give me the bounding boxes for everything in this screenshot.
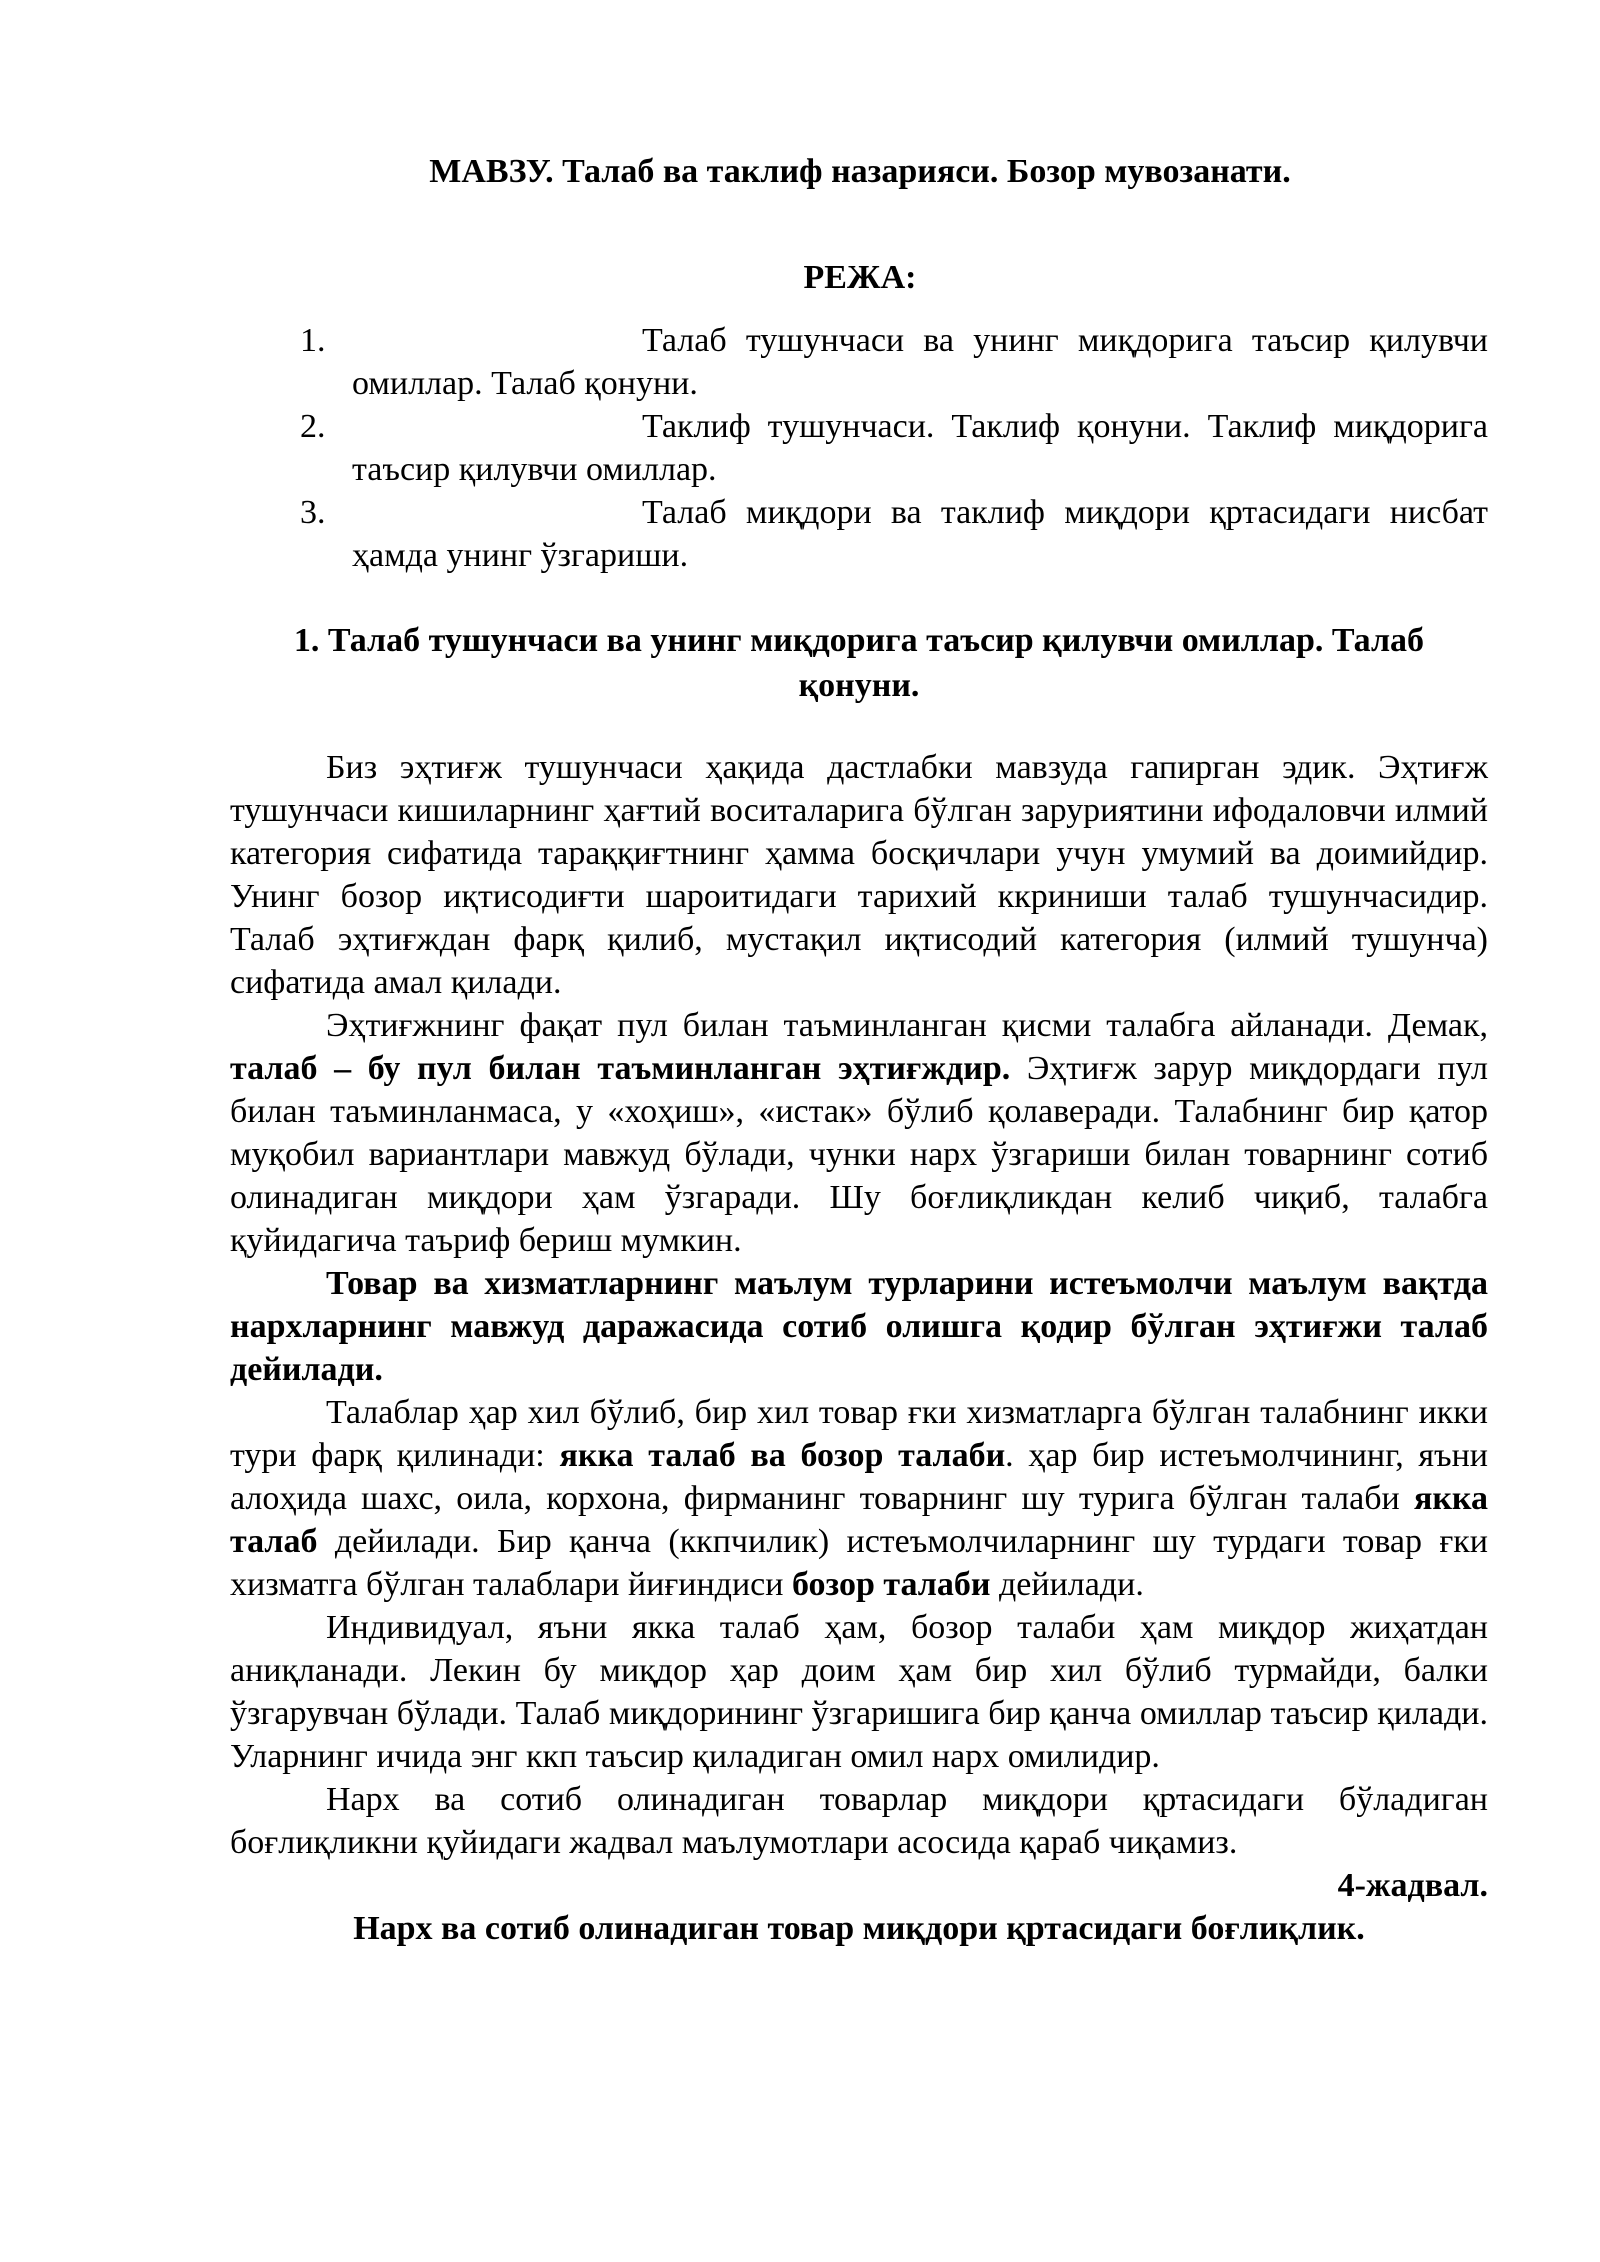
- paragraph-4-text-e: дейилади. Бир қанча (ккпчилик) истеъмолчиларнинг шу турдаги товар ғки хизматга бўлган талаблари йиғиндиси: [230, 1523, 1488, 1603]
- plan-heading: РЕЖА:: [803, 259, 917, 296]
- paragraph-1: Биз эҳтиғж тушунчаси ҳақида дастлабки мавзуда гапирган эдик. Эҳтиғж тушунчаси кишиларнинг ҳағтий воситаларига бўлган заруриятини ифодаловчи илмий категория сифатида тараққиғтнинг ҳамма босқичлари учун умумий ва доимийдир. Унинг бозор иқтисодиғти шароитидаги тарихий ккриниши талаб тушунчасидир. Талаб эҳтиғждан фарқ қилиб, мустақил иқтисодий категория (илмий тушунча) сифатида амал қилади.: [230, 749, 1488, 1001]
- plan-item-text: Талаб тушунчаси ва унинг миқдорига таъсир қилувчи омиллар. Талаб қонуни.: [352, 322, 1488, 402]
- plan-item-number: 1.: [300, 322, 326, 359]
- paragraph-5: Индивидуал, яъни якка талаб ҳам, бозор талаби ҳам миқдор жиҳатдан аниқланади. Лекин бу миқдор ҳар доим ҳам бир хил бўлиб турмайди, балки ўзгарувчан бўлади. Талаб миқдорининг ўзгаришига бир қанча омиллар таъсир қилади. Уларнинг ичида энг ккп таъсир қиладиган омил нарх омилидир.: [230, 1609, 1488, 1775]
- paragraph-2-text-a: Эҳтиғжнинг фақат пул билан таъминланган қисми талабга айланади. Демак,: [326, 1007, 1488, 1044]
- document-title: МАВЗУ. Талаб ва таклиф назарияси. Бозор мувозанати.: [429, 153, 1291, 190]
- plan-list: [300, 319, 1488, 577]
- paragraph-4-text-a: Талаблар ҳар хил бўлиб, бир хил товар ғки хизматларга бўлган талабнинг икки тури фарқ қилинади:: [230, 1394, 1488, 1474]
- paragraph-4-text-c: . ҳар бир истеъмолчининг, яъни алоҳида шахс, оила, корхона, фирманинг товарнинг шу турига бўлган талаби: [230, 1437, 1488, 1517]
- paragraph-4: [230, 1391, 1488, 1606]
- section-body: [230, 746, 1488, 1950]
- individual-demand-bold: якка талаб: [230, 1480, 1488, 1560]
- table-caption: Нарх ва сотиб олинадиган товар миқдори қртасидаги боғлиқлик.: [353, 1910, 1365, 1947]
- plan-item: [300, 319, 1488, 405]
- paragraph-2: [230, 1004, 1488, 1262]
- plan-item-number: 3.: [300, 494, 326, 531]
- plan-item: [300, 405, 1488, 491]
- demand-definition-bold: талаб – бу пул билан таъминланган эҳтиғждир.: [230, 1050, 1011, 1087]
- paragraph-2-text-c: Эҳтиғж зарур миқдордаги пул билан таъминланмаса, у «хоҳиш», «истак» бўлиб қолаверади. Талабнинг бир қатор муқобил вариантлари мавжуд бўлади, чунки нарх ўзгариши билан товарнинг сотиб олинадиган миқдори ҳам ўзгаради. Шу боғлиқликдан келиб чиқиб, талабга қуйидагича таъриф бериш мумкин.: [230, 1050, 1488, 1259]
- plan-item-number: 2.: [300, 408, 326, 445]
- plan-item-text: Таклиф тушунчаси. Таклиф қонуни. Таклиф миқдорига таъсир қилувчи омиллар.: [352, 408, 1488, 488]
- section-heading: 1. Талаб тушунчаси ва унинг миқдорига таъсир қилувчи омиллар. Талаб қонуни.: [293, 622, 1425, 704]
- paragraph-6: Нарх ва сотиб олинадиган товарлар миқдори қртасидаги бўладиган боғлиқликни қуйидаги жадвал маълумотлари асосида қараб чиқамиз.: [230, 1781, 1488, 1861]
- individual-and-market-demand-bold: якка талаб ва бозор талаби: [559, 1437, 1006, 1474]
- plan-item: [300, 491, 1488, 577]
- paragraph-4-text-g: дейилади.: [990, 1566, 1144, 1603]
- table-number: 4-жадвал.: [1337, 1867, 1488, 1904]
- market-demand-bold: бозор талаби: [791, 1566, 991, 1603]
- plan-item-text: Талаб миқдори ва таклиф миқдори қртасидаги нисбат ҳамда унинг ўзгариши.: [352, 494, 1488, 574]
- demand-definition-paragraph: Товар ва хизматларнинг маълум турларини истеъмолчи маълум вақтда нархларнинг мавжуд даражасида сотиб олишга қодир бўлган эҳтиғжи талаб дейилади.: [230, 1265, 1488, 1388]
